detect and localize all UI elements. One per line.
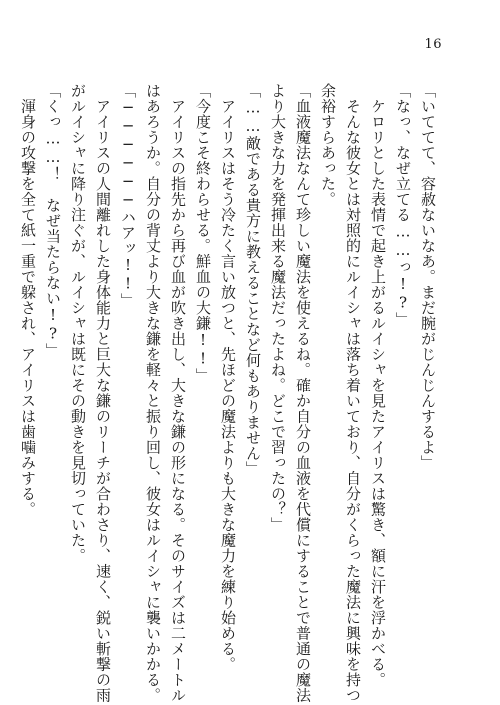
text-line: そんな彼女とは対照的にルイシャは落ち着いており、自分がくらった魔法に興味を持つ [344,83,362,703]
text-line: がルイシャに降り注ぐが、ルイシャは既にその動きを見切っていた。 [69,83,87,564]
text-line: アイリスの指先から再び血が吹き出し、大きな鎌の形になる。そのサイズは二メートル [169,83,187,703]
page-number: 16 [424,37,442,52]
text-line: 「……敵である貴方に教えることなど何もありません」 [244,83,262,477]
text-line: アイリスの人間離れした身体能力と巨大な鎌のリーチが合わさり、速く、鋭い斬撃の雨 [94,83,112,703]
text-line: 「──────ハアッ!!」 [119,83,137,309]
text-line: 「なっ、なぜ立てる……っ!?」 [394,83,412,328]
text-line: 「いててて、容赦ないなあ。まだ腕がじんじんするよ」 [419,83,437,471]
body-text [19,83,440,703]
text-line: 「くっ……！ なぜ当たらない!?」 [44,83,62,359]
text-line: より大きな力を発揮出来る魔法だったよね。どこで習ったの？」 [269,83,287,533]
text-line: 「今度こそ終わらせる。鮮血の大鎌!!」 [194,83,212,384]
text-line: アイリスはそう冷たく言い放つと、先ほどの魔法よりも大きな魔力を練り始める。 [219,83,237,672]
text-line: ケロリとした表情で起き上がるルイシャを見たアイリスは驚き、額に汗を浮かべる。 [369,83,387,688]
text-line: はあろうか。自分の背丈より大きな鎌を軽々と振り回し、彼女はルイシャに襲いかかる。 [144,83,162,703]
text-line: 余裕すらあった。 [319,83,337,207]
text-line: 「血液魔法なんて珍しい魔法を使えるね。確か自分の血液を代償にすることで普通の魔法 [294,83,312,703]
text-line: 渾身の攻撃を全て紙一重で躱され、アイリスは歯噛みする。 [19,83,37,517]
